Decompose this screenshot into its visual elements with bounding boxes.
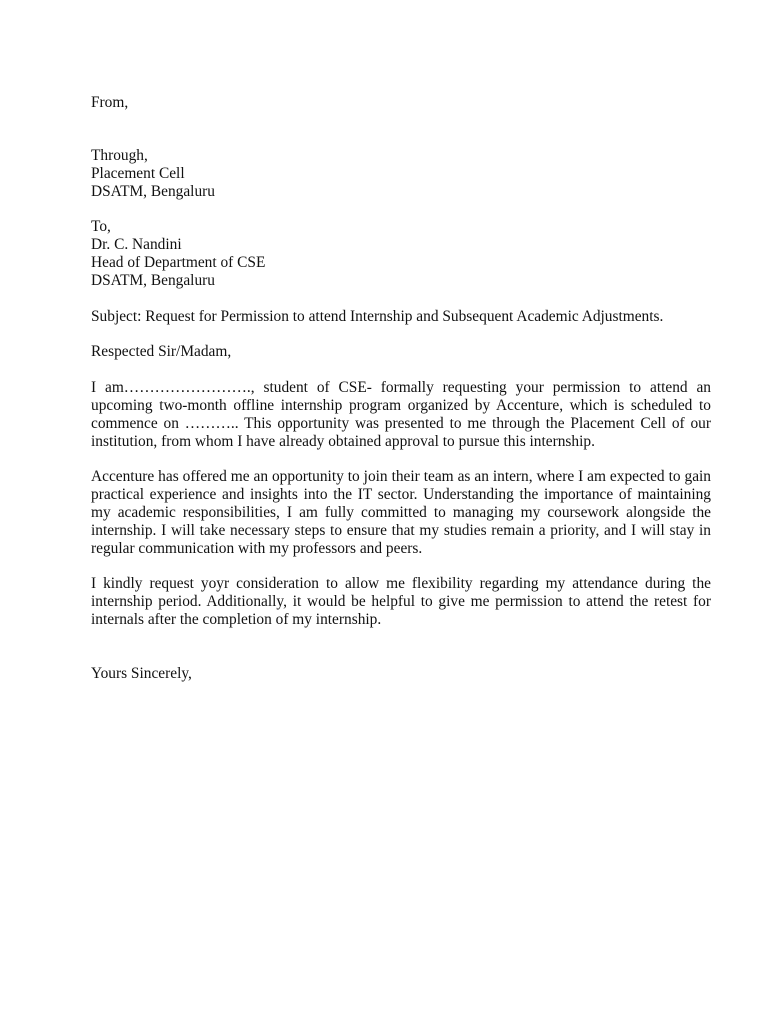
subject-line: Subject: Request for Permission to attend Internship and Subsequent Academic Adjustments. [91,308,664,325]
recipient-place: DSATM, Bengaluru [91,272,215,289]
salutation: Respected Sir/Madam, [91,343,232,360]
from-label: From, [91,94,129,111]
body-paragraph-2: Accenture has offered me an opportunity to join their team as an intern, where I am expected to gain practical experience and insights into the IT sector. Understanding the importance of maintaining my academic responsibilities, I am fully committed to managing my coursework alongside the internship. I will take necessary steps to ensure that my studies remain a priority, and I will stay in regular communication with my professors and peers. [91,468,711,557]
through-label: Through, [91,147,148,164]
to-label: To, [91,218,111,235]
recipient-name: Dr. C. Nandini [91,236,182,253]
body-paragraph-3: I kindly request yoyr consideration to allow me flexibility regarding my attendance during the internship period. Additionally, it would be helpful to give me permission to attend the retest for internals after the completion of my internship. [91,575,711,628]
closing: Yours Sincerely, [91,665,192,682]
through-line-1: Placement Cell [91,165,185,182]
recipient-title: Head of Department of CSE [91,254,266,271]
through-line-2: DSATM, Bengaluru [91,183,215,200]
body-paragraph-1: I am……………………., student of CSE- formally requesting your permission to attend an upcoming two-month offline internship program organized by Accenture, which is scheduled to commence on ……….. This opportunity was presented to me through the Placement Cell of our institution, from whom I have already obtained approval to pursue this internship. [91,379,711,450]
